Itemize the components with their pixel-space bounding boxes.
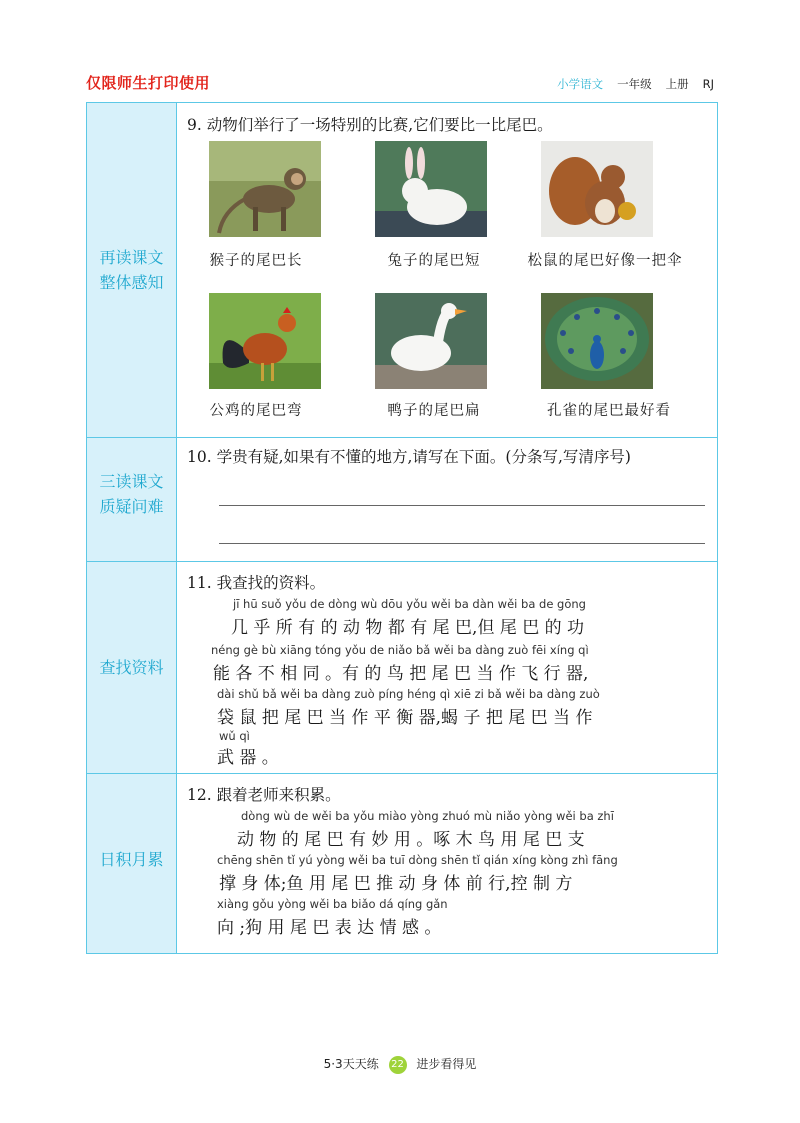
answer-line-1[interactable] [219, 505, 705, 506]
caption-peacock: 孔雀的尾巴最好看 [547, 403, 671, 419]
question-9-title: 9. 动物们举行了一场特别的比赛,它们要比一比尾巴。 [187, 116, 553, 134]
pinyin: xiàng gǒu yòng wěi ba biǎo dá qíng gǎn [217, 897, 448, 911]
squirrel-image [541, 141, 653, 237]
book-info [557, 76, 714, 92]
grade-label: 一年级 [617, 77, 652, 91]
pinyin: chēng shēn tǐ yú yòng wěi ba tuī dòng shēn tǐ qián xíng kòng zhì fāng [217, 853, 618, 867]
row-divider [87, 437, 717, 438]
worksheet-table [86, 102, 718, 954]
caption-squirrel: 松鼠的尾巴好像一把伞 [527, 253, 683, 269]
caption-rooster: 公鸡的尾巴弯 [209, 403, 303, 419]
pinyin: dài shǔ bǎ wěi ba dàng zuò píng héng qì xiē zi bǎ wěi ba dàng zuò [217, 687, 600, 701]
peacock-image [541, 293, 653, 389]
question-12-title: 12. 跟着老师来积累。 [187, 786, 341, 804]
section-label-reread: 再读课文 整体感知 [99, 248, 164, 292]
page-footer [0, 1055, 800, 1074]
hanzi: 武 器 。 [217, 748, 279, 768]
question-11-title: 11. 我查找的资料。 [187, 574, 326, 592]
print-notice: 仅限师生打印使用 [86, 74, 211, 92]
hanzi: 撑 身 体;鱼 用 尾 巴 推 动 身 体 前 行,控 制 方 [219, 874, 573, 894]
rabbit-image [375, 141, 487, 237]
section-label-accumulate: 日积月累 [99, 850, 164, 869]
footer-slogan: 进步看得见 [416, 1057, 477, 1071]
row-divider [87, 773, 717, 774]
question-10-title: 10. 学贵有疑,如果有不懂的地方,请写在下面。(分条写,写清序号) [187, 448, 631, 466]
footer-brand: 5·3天天练 [323, 1057, 379, 1071]
section-label-question: 三读课文 质疑问难 [99, 472, 164, 516]
caption-monkey: 猴子的尾巴长 [209, 253, 303, 269]
row-divider [87, 561, 717, 562]
section-label-column [87, 103, 177, 953]
pinyin: jī hū suǒ yǒu de dòng wù dōu yǒu wěi ba dàn wěi ba de gōng [233, 597, 586, 611]
edition-label: RJ [702, 77, 714, 91]
monkey-image [209, 141, 321, 237]
pinyin: dòng wù de wěi ba yǒu miào yòng zhuó mù niǎo yòng wěi ba zhī [241, 809, 614, 823]
hanzi: 袋 鼠 把 尾 巴 当 作 平 衡 器,蝎 子 把 尾 巴 当 作 [217, 708, 593, 728]
term-label: 上册 [665, 77, 689, 91]
pinyin: wǔ qì [219, 729, 250, 743]
answer-line-2[interactable] [219, 543, 705, 544]
duck-image [375, 293, 487, 389]
caption-duck: 鸭子的尾巴扁 [387, 403, 481, 419]
section-label-research: 查找资料 [99, 658, 164, 677]
hanzi: 向 ;狗 用 尾 巴 表 达 情 感 。 [217, 918, 442, 938]
page-number: 22 [389, 1056, 407, 1074]
hanzi: 能 各 不 相 同 。有 的 鸟 把 尾 巴 当 作 飞 行 器, [213, 664, 589, 684]
hanzi: 动 物 的 尾 巴 有 妙 用 。啄 木 鸟 用 尾 巴 支 [237, 830, 585, 850]
rooster-image [209, 293, 321, 389]
pinyin: néng gè bù xiāng tóng yǒu de niǎo bǎ wěi ba dàng zuò fēi xíng qì [211, 643, 589, 657]
hanzi: 几 乎 所 有 的 动 物 都 有 尾 巴,但 尾 巴 的 功 [231, 618, 585, 638]
caption-rabbit: 兔子的尾巴短 [387, 253, 481, 269]
subject-label: 小学语文 [557, 77, 604, 91]
